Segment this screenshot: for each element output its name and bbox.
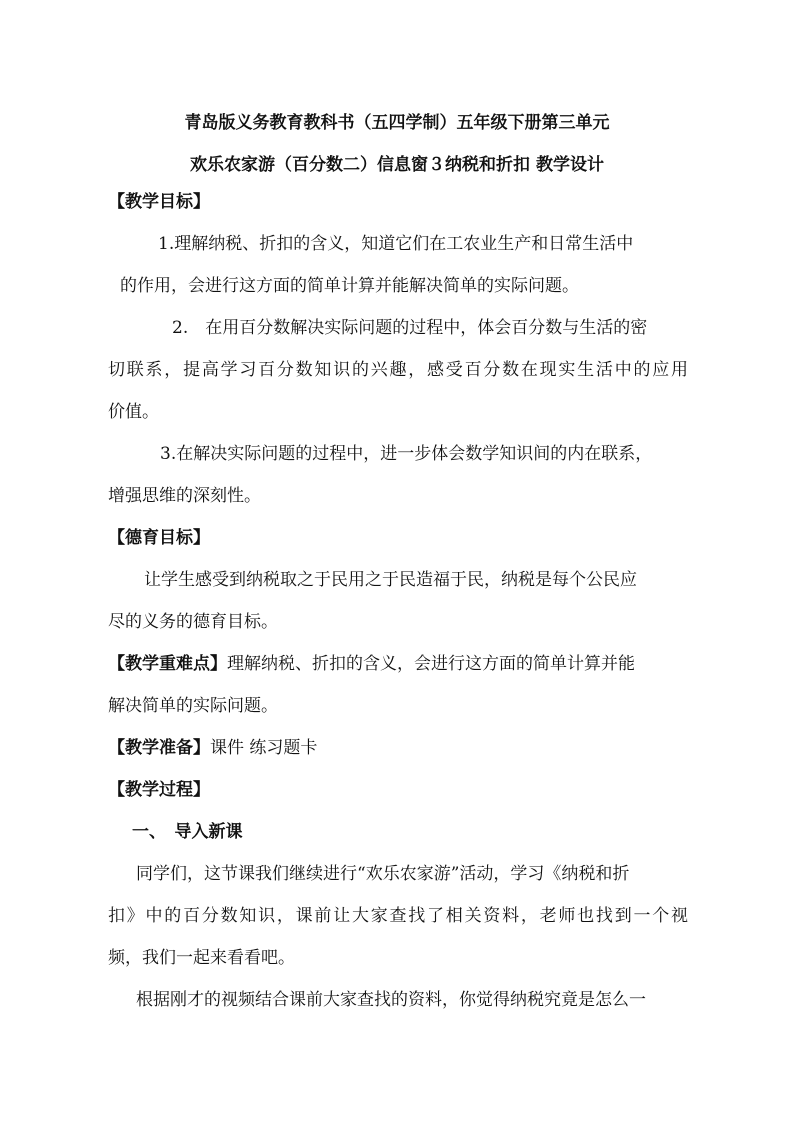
process-section-1-heading: 一、 导入新课 bbox=[132, 822, 243, 842]
process-para-1-line-3: 频，我们一起来看看吧。 bbox=[108, 948, 295, 968]
process-para-1-line-2: 扣》中的百分数知识，课前让大家查找了相关资料，老师也找到一个视 bbox=[108, 906, 688, 926]
objective-1-line-2: 的作用，会进行这方面的简单计算并能解决简单的实际问题。 bbox=[120, 276, 579, 296]
process-para-2-line-1: 根据刚才的视频结合课前大家查找的资料，你觉得纳税究竟是怎么一 bbox=[136, 990, 646, 1010]
objective-2-line-3: 价值。 bbox=[108, 402, 159, 422]
process-para-1-line-1: 同学们，这节课我们继续进行“欢乐农家游”活动，学习《纳税和折 bbox=[136, 864, 630, 884]
objective-3-line-1: 3.在解决实际问题的过程中，进一步体会数学知识间的内在联系， bbox=[160, 444, 653, 464]
document-title-line-1: 青岛版义务教育教科书（五四学制）五年级下册第三单元 bbox=[184, 113, 610, 133]
objectives-heading: 【教学目标】 bbox=[108, 192, 210, 212]
preparation-line bbox=[108, 738, 688, 758]
key-points-line-2: 解决简单的实际问题。 bbox=[108, 696, 278, 716]
key-points-line-1 bbox=[108, 654, 688, 674]
key-points-heading: 【教学重难点】 bbox=[108, 654, 227, 674]
objective-2-line-2: 切联系，提高学习百分数知识的兴趣，感受百分数在现实生活中的应用 bbox=[108, 360, 688, 380]
preparation-heading: 【教学准备】 bbox=[108, 738, 210, 758]
moral-line-1: 让学生感受到纳税取之于民用之于民造福于民，纳税是每个公民应 bbox=[144, 570, 637, 590]
objective-3-line-2: 增强思维的深刻性。 bbox=[108, 486, 261, 506]
key-points-text: 理解纳税、折扣的含义，会进行这方面的简单计算并能 bbox=[227, 654, 635, 674]
moral-line-2: 尽的义务的德育目标。 bbox=[108, 612, 278, 632]
objective-2-line-1: 2. 在用百分数解决实际问题的过程中，体会百分数与生活的密 bbox=[172, 318, 648, 338]
preparation-text: 课件 练习题卡 bbox=[210, 738, 318, 758]
document-title-line-2: 欢乐农家游（百分数二）信息窗３纳税和折扣 教学设计 bbox=[190, 155, 604, 175]
objective-1-line-1: 1.理解纳税、折扣的含义，知道它们在工农业生产和日常生活中 bbox=[158, 234, 634, 254]
process-heading: 【教学过程】 bbox=[108, 780, 210, 800]
moral-heading: 【德育目标】 bbox=[108, 528, 210, 548]
